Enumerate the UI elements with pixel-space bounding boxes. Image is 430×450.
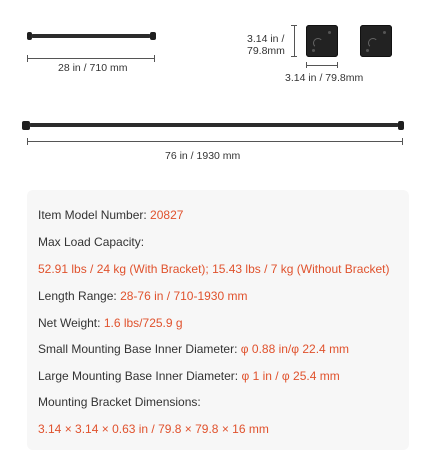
spec-model-label: Item Model Number: — [38, 208, 147, 222]
spec-bracket-label: Mounting Bracket Dimensions: — [38, 395, 201, 409]
spec-model-value: 20827 — [150, 208, 184, 222]
spec-large-base — [38, 369, 340, 383]
long-rod-label: 76 in / 1930 mm — [165, 150, 241, 162]
short-rod-label: 28 in / 710 mm — [58, 62, 128, 74]
spec-weight-value: 1.6 lbs/725.9 g — [103, 316, 183, 330]
spec-load-value: 52.91 lbs / 24 kg (With Bracket); 15.43 lbs / 7 kg (Without Bracket) — [38, 262, 390, 276]
spec-length-value: 28-76 in / 710-1930 mm — [120, 289, 248, 303]
spec-small-base-label: Small Mounting Base Inner Diameter: — [38, 342, 238, 356]
spec-weight — [38, 316, 183, 330]
bracket-height-label: 3.14 in / 79.8mm — [247, 33, 285, 57]
spec-large-base-label: Large Mounting Base Inner Diameter: — [38, 369, 239, 383]
spec-length — [38, 289, 247, 303]
bracket-width-label: 3.14 in / 79.8mm — [285, 72, 364, 84]
spec-length-label: Length Range: — [38, 289, 117, 303]
spec-load-label: Max Load Capacity: — [38, 235, 145, 249]
spec-small-base-value: φ 0.88 in/φ 22.4 mm — [240, 342, 350, 356]
bracket-image-2 — [360, 25, 392, 57]
spec-weight-label: Net Weight: — [38, 316, 101, 330]
spec-large-base-value: φ 1 in / φ 25.4 mm — [241, 369, 340, 383]
spec-small-base — [38, 342, 349, 356]
spec-bracket-value: 3.14 × 3.14 × 0.63 in / 79.8 × 79.8 × 16 mm — [38, 422, 269, 436]
spec-model — [38, 208, 183, 222]
bracket-image-1 — [306, 25, 338, 57]
